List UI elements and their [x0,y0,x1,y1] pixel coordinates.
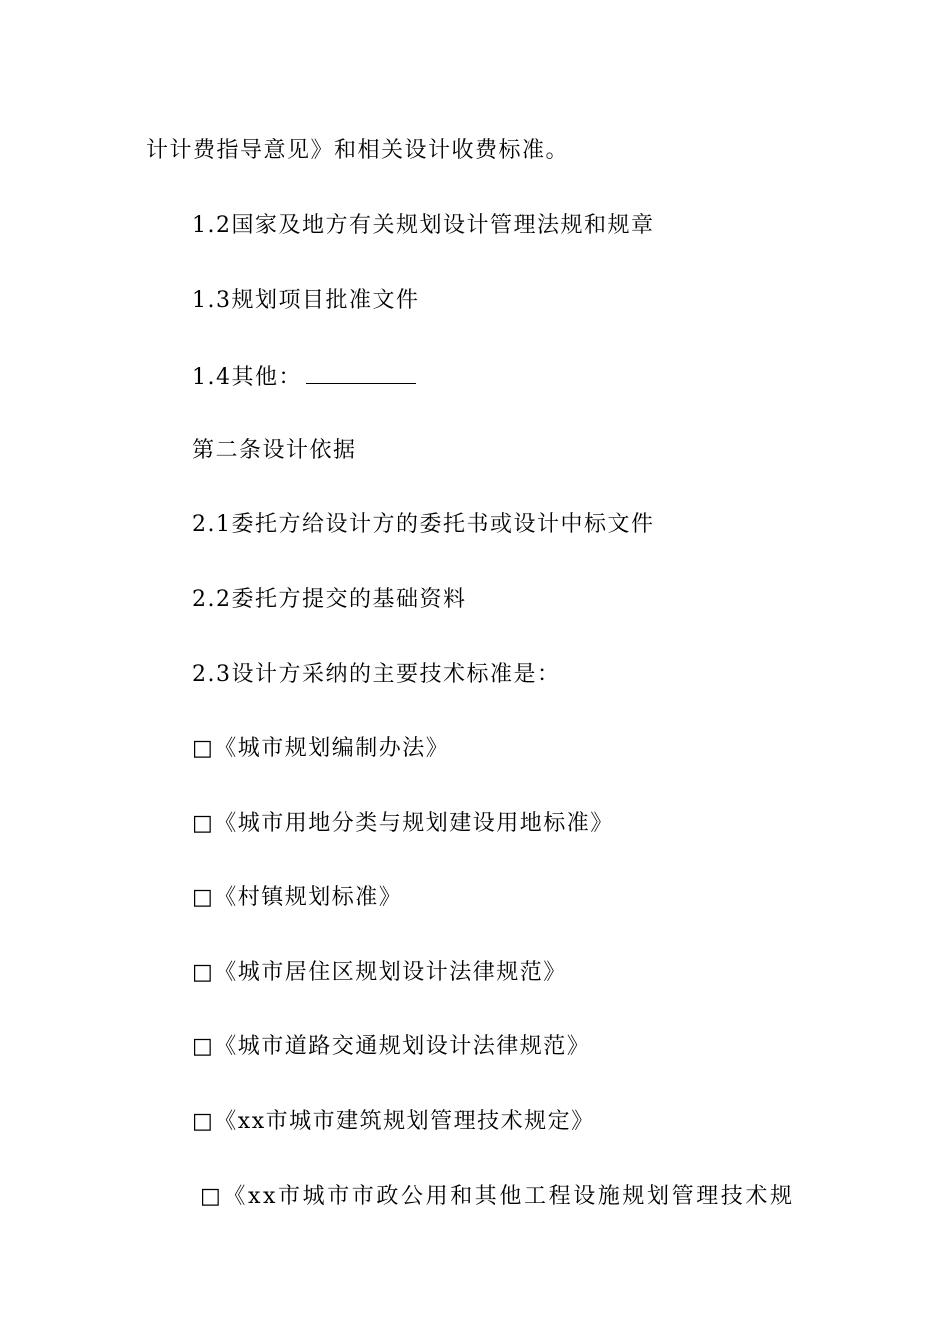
clause-2-1: 2.1委托方给设计方的委托书或设计中标文件 [192,512,655,537]
standard-checkbox-item: □《城市居住区规划设计法律规范》 [192,960,567,985]
clause-1-4 [192,361,416,393]
clause-2-2: 2.2委托方提交的基础资料 [192,587,467,612]
standard-checkbox-item: □《xx市城市建筑规划管理技术规定》 [192,1109,595,1134]
clause-1-4-label: 1.4其他： [192,365,302,390]
fill-in-blank [306,361,416,384]
text-line-continuation: 计计费指导意见》和相关设计收费标准。 [146,138,570,163]
article-2-heading: 第二条设计依据 [192,438,357,463]
standard-checkbox-item: □《城市用地分类与规划建设用地标准》 [192,811,614,836]
standard-checkbox-item: □《xx市城市市政公用和其他工程设施规划管理技术规 [200,1184,795,1209]
standard-checkbox-item: □《城市道路交通规划设计法律规范》 [192,1034,591,1059]
clause-1-2: 1.2国家及地方有关规划设计管理法规和规章 [192,213,655,238]
standard-checkbox-item: □《村镇规划标准》 [192,885,403,910]
standard-checkbox-item: □《城市规划编制办法》 [192,736,450,761]
clause-1-3: 1.3规划项目批准文件 [192,288,420,313]
clause-2-3: 2.3设计方采纳的主要技术标准是： [192,662,561,687]
